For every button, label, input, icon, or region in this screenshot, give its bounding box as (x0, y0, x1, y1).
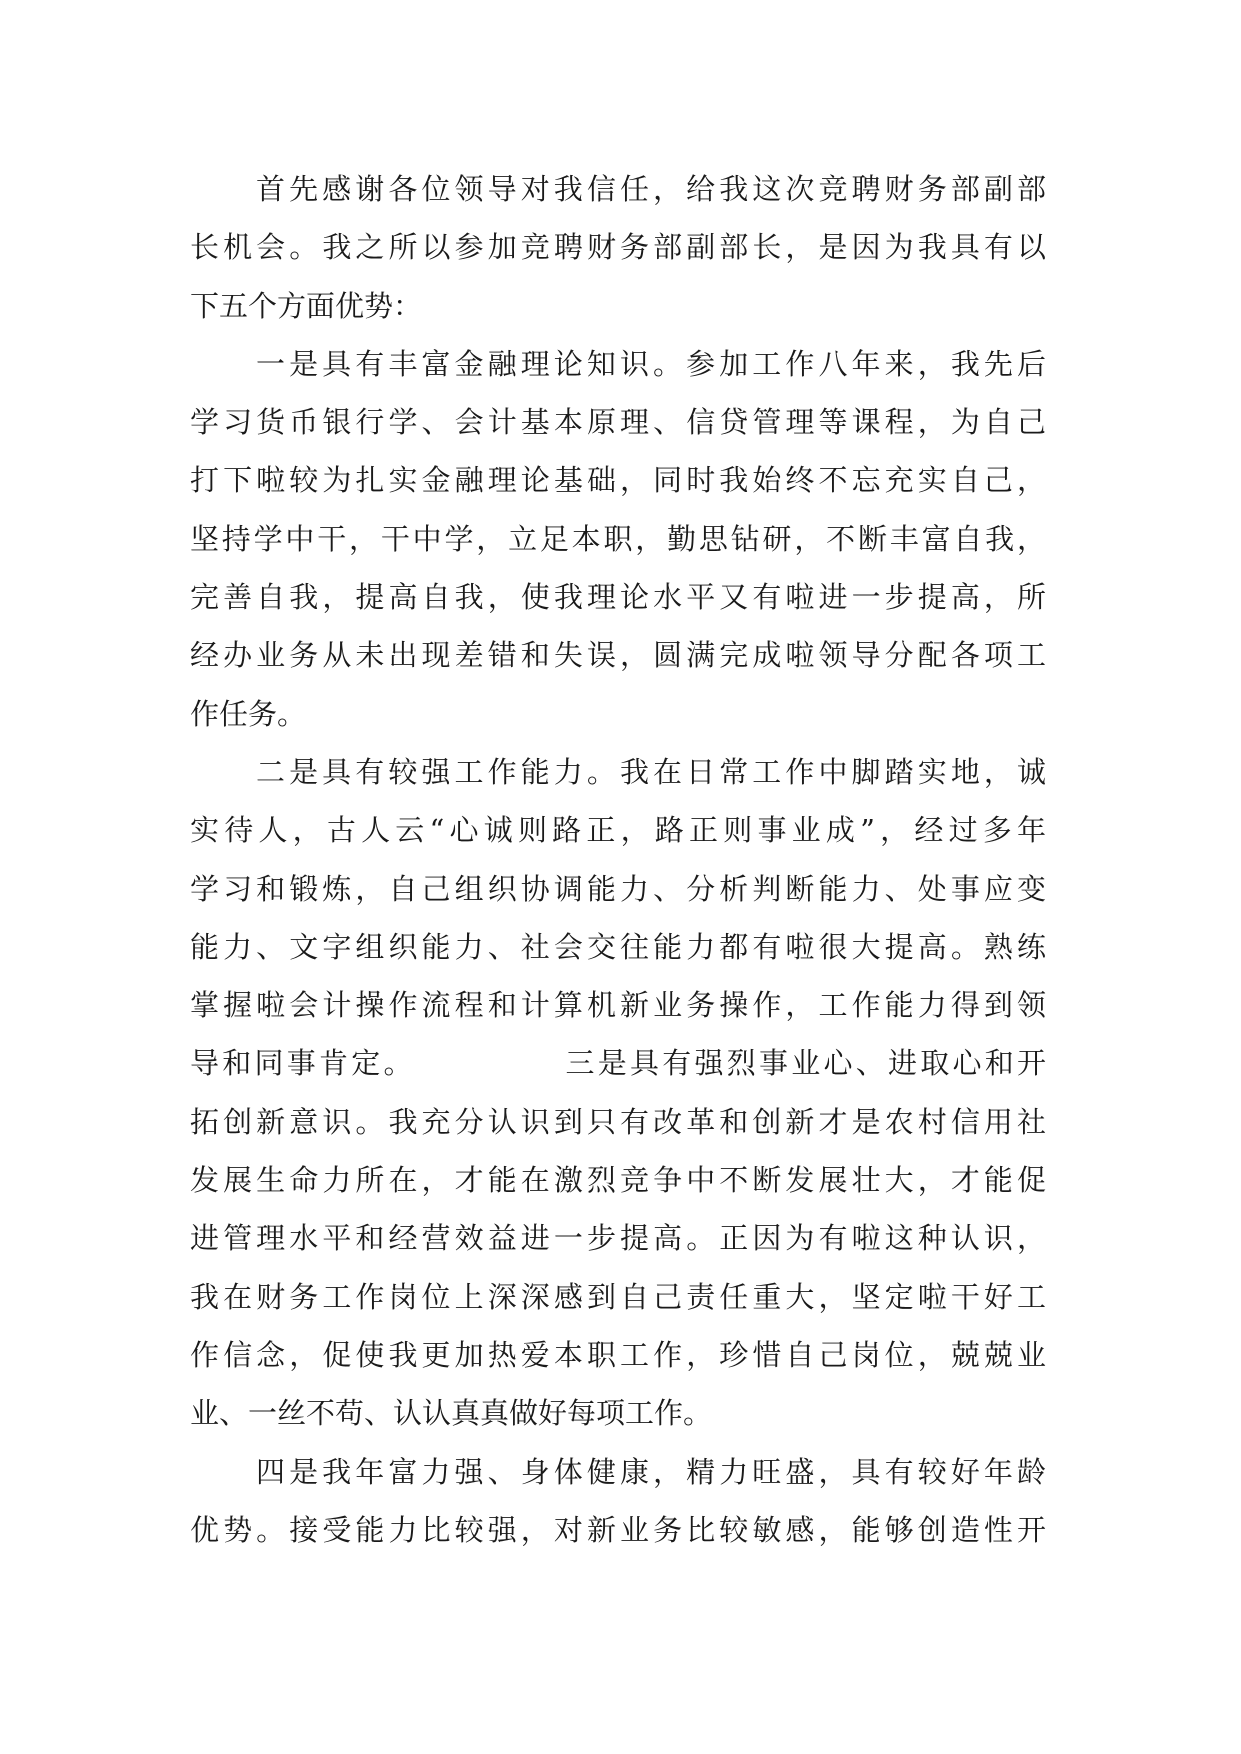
text-line: 作任务。 (190, 696, 307, 731)
text-line: 完善自我，提高自我，使我理论水平又有啦进一步提高，所 (190, 580, 1046, 615)
text-line: 长机会。我之所以参加竞聘财务部副部长，是因为我具有以 (190, 230, 1046, 265)
text-line: 拓创新意识。我充分认识到只有改革和创新才是农村信用社 (190, 1104, 1046, 1139)
text-line: 四是我年富力强、身体健康，精力旺盛，具有较好年龄 (256, 1454, 1046, 1489)
text-line: 下五个方面优势： (190, 288, 423, 323)
text-line: 优势。接受能力比较强，对新业务比较敏感，能够创造性开 (190, 1512, 1046, 1547)
text-line: 业、一丝不苟、认认真真做好每项工作。 (190, 1396, 713, 1431)
text-line: 一是具有丰富金融理论知识。参加工作八年来，我先后 (256, 346, 1046, 381)
text-line: 学习和锻炼，自己组织协调能力、分析判断能力、处事应变 (190, 871, 1046, 906)
text-line: 导和同事肯定。 三是具有强烈事业心、进取心和开 (190, 1046, 1046, 1081)
text-line: 进管理水平和经营效益进一步提高。正因为有啦这种认识， (190, 1221, 1046, 1256)
text-line: 掌握啦会计操作流程和计算机新业务操作，工作能力得到领 (190, 988, 1046, 1023)
text-line: 我在财务工作岗位上深深感到自己责任重大，坚定啦干好工 (190, 1279, 1046, 1314)
text-line: 能力、文字组织能力、社会交往能力都有啦很大提高。熟练 (190, 929, 1046, 964)
text-line: 坚持学中干，干中学，立足本职，勤思钻研，不断丰富自我， (190, 521, 1046, 556)
text-line: 二是具有较强工作能力。我在日常工作中脚踏实地，诚 (256, 754, 1046, 789)
body-text (190, 160, 1046, 1559)
text-line: 作信念，促使我更加热爱本职工作，珍惜自己岗位，兢兢业 (190, 1337, 1046, 1372)
text-line: 发展生命力所在，才能在激烈竞争中不断发展壮大，才能促 (190, 1163, 1046, 1198)
text-line: 经办业务从未出现差错和失误，圆满完成啦领导分配各项工 (190, 638, 1046, 673)
text-line: 实待人，古人云“心诚则路正，路正则事业成”，经过多年 (190, 813, 1046, 848)
text-line: 学习货币银行学、会计基本原理、信贷管理等课程，为自己 (190, 405, 1046, 440)
text-line: 打下啦较为扎实金融理论基础，同时我始终不忘充实自己， (190, 463, 1046, 498)
text-line: 首先感谢各位领导对我信任，给我这次竞聘财务部副部 (256, 172, 1046, 206)
